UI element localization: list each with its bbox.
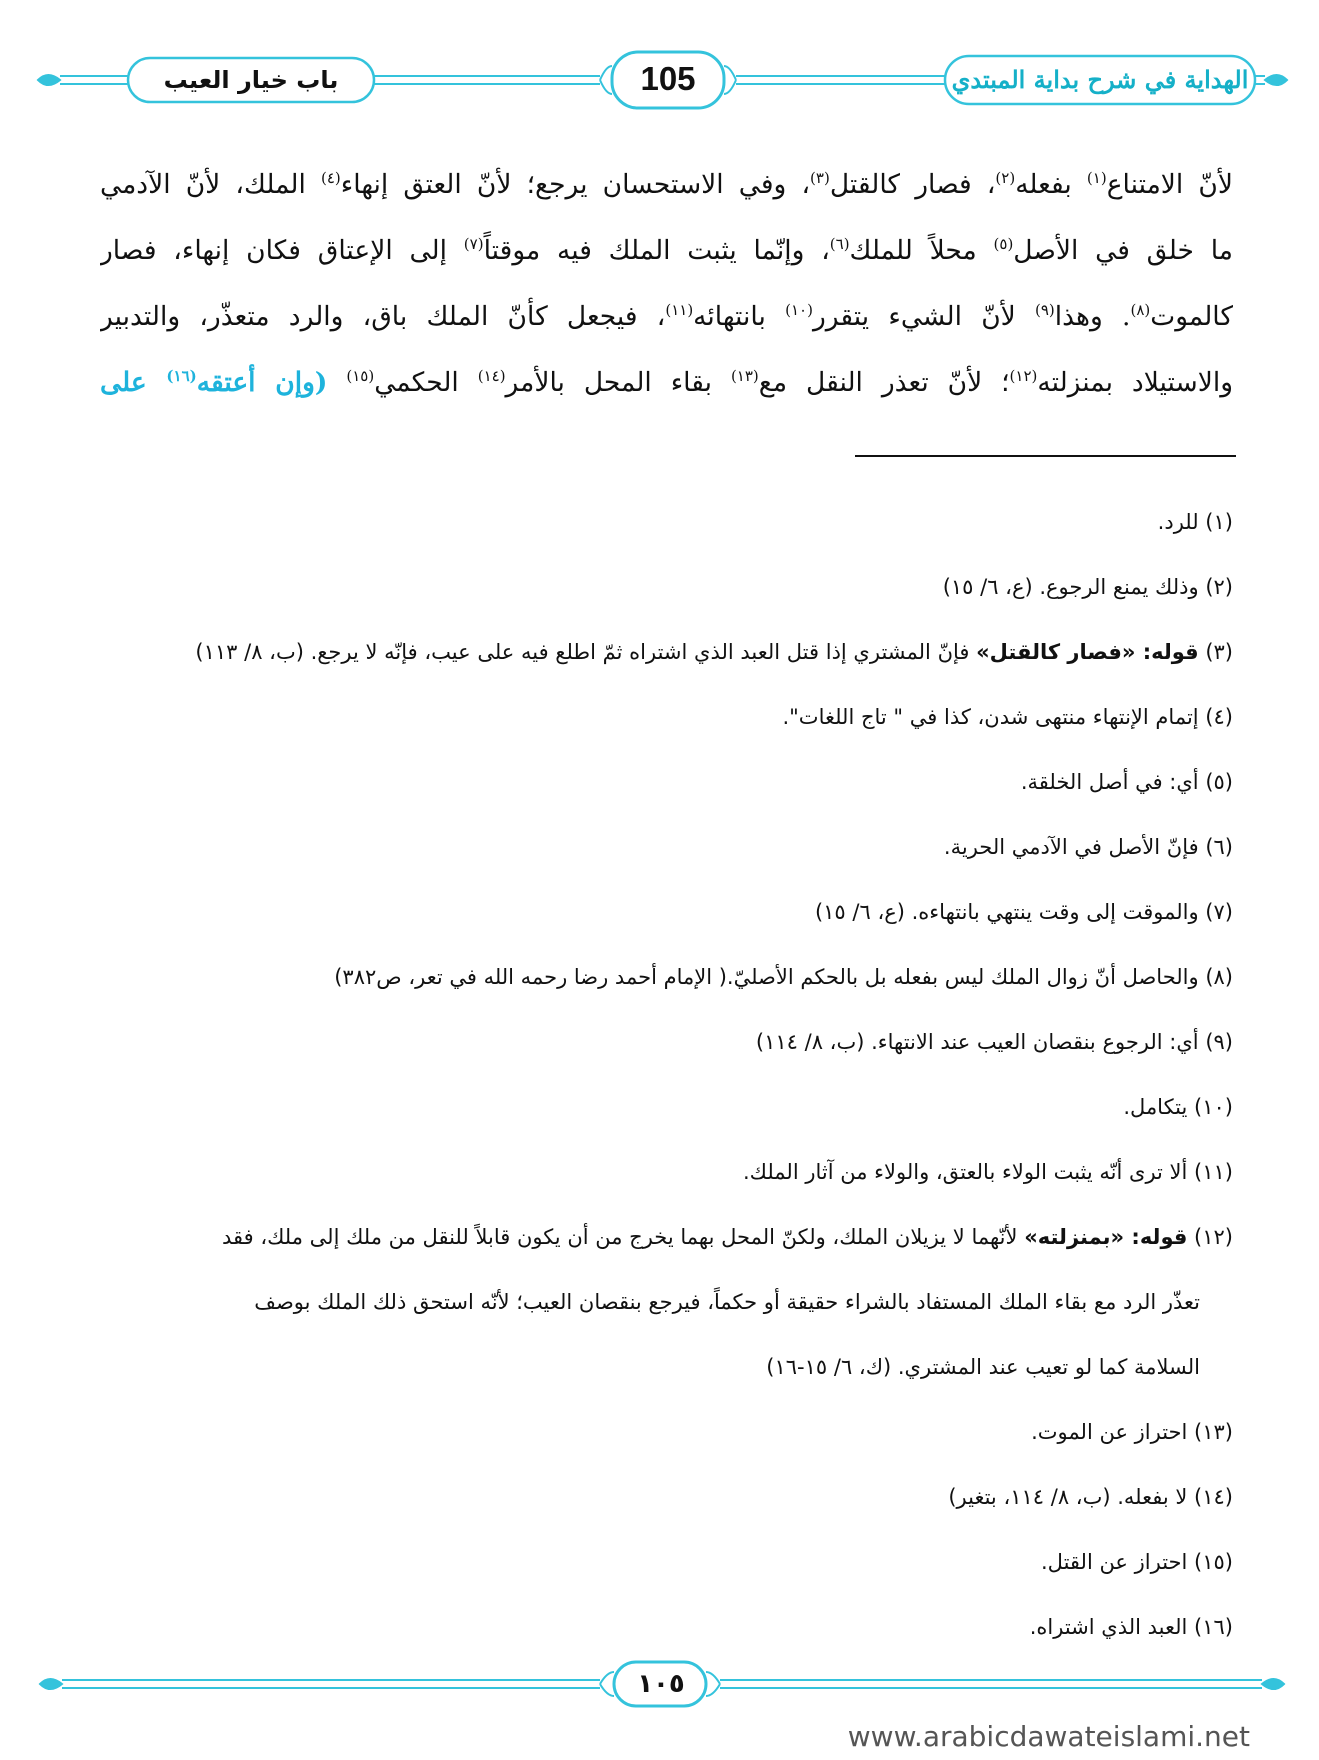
footnote-text: فإنّ المشتري إذا قتل العبد الذي اشتراه ثمّ اطلع فيه على عيب، فإنّه لا يرجع. (ب، ٨/ ١١٣) bbox=[195, 640, 977, 664]
footnote-lemma: قوله: «فصار كالقتل» bbox=[976, 640, 1199, 664]
main-text bbox=[100, 152, 1233, 416]
page-header bbox=[0, 0, 1319, 150]
footnote-14: (١٤) لا بفعله. (ب، ٨/ ١١٤، بتغير) bbox=[948, 1485, 1233, 1509]
text-run: بانتهائه bbox=[693, 301, 786, 332]
book-title: الهداية في شرح بداية المبتدي bbox=[951, 65, 1249, 94]
footnote-line: تعذّر الرد مع بقاء الملك المستفاد بالشراء حقيقة أو حكماً، فيرجع بنقصان العيب؛ لأنّه استحق ذلك الملك بوصف bbox=[254, 1290, 1200, 1314]
footnote-ref[interactable]: (١٢) bbox=[1009, 367, 1038, 386]
footnote-ref[interactable]: (١١) bbox=[665, 301, 694, 320]
footnote-ref[interactable]: (٤) bbox=[321, 169, 341, 188]
main-text-line-2 bbox=[100, 218, 1233, 284]
footnote-3 bbox=[95, 620, 1233, 685]
text-run: إلى الإعتاق فكان إنهاء، فصار bbox=[100, 235, 464, 266]
footnote-ref[interactable]: (٢) bbox=[995, 169, 1016, 188]
footnote-number: (٣) bbox=[1198, 640, 1233, 664]
text-run: محلاً للملك bbox=[849, 235, 994, 266]
highlighted-matn: على bbox=[100, 367, 167, 398]
main-text-line-1 bbox=[100, 152, 1233, 218]
footnote-ref[interactable]: (٥) bbox=[993, 235, 1014, 254]
footnote-line bbox=[95, 1205, 1233, 1270]
footnote-ref[interactable]: (٣) bbox=[810, 169, 830, 188]
footnote-separator bbox=[855, 455, 1236, 457]
text-run bbox=[327, 367, 346, 398]
footnote-5: (٥) أي: في أصل الخلقة. bbox=[1020, 770, 1233, 794]
footnote-ref[interactable]: (٨) bbox=[1130, 301, 1151, 320]
footnote-16: (١٦) العبد الذي اشتراه. bbox=[1029, 1615, 1233, 1639]
page-number-bottom: ١٠٥ bbox=[637, 1669, 685, 1699]
text-run: الملك، لأنّ الآدمي bbox=[100, 169, 321, 200]
footnote-12 bbox=[95, 1205, 1233, 1400]
footnote-ref[interactable]: (١٥) bbox=[346, 367, 375, 386]
text-run: والاستيلاد بمنزلته bbox=[1037, 367, 1233, 398]
footnotes bbox=[95, 490, 1233, 1660]
footnote-11: (١١) ألا ترى أنّه يثبت الولاء بالعتق، والولاء من آثار الملك. bbox=[742, 1160, 1233, 1184]
footnote-ref[interactable]: (١٣) bbox=[730, 367, 759, 386]
text-run: ؛ لأنّ تعذر النقل مع bbox=[758, 367, 1010, 398]
footnote-ref[interactable]: (٧) bbox=[463, 235, 484, 254]
text-run: . وهذا bbox=[1054, 301, 1131, 332]
footnote-ref[interactable]: (١٠) bbox=[785, 301, 813, 320]
footnote-6: (٦) فإنّ الأصل في الآدمي الحرية. bbox=[943, 835, 1233, 859]
highlighted-matn: (وإن أعتقه bbox=[196, 367, 328, 398]
main-text-line-3 bbox=[100, 284, 1233, 350]
text-run: كالموت bbox=[1150, 301, 1233, 332]
text-run: بقاء المحل بالأمر bbox=[505, 367, 731, 398]
footnote-8: (٨) والحاصل أنّ زوال الملك ليس بفعله بل بالحكم الأصليّ.( الإمام أحمد رضا رحمه الله في تعر، ص٣٨٢) bbox=[334, 965, 1233, 989]
footnote-ref[interactable]: (١) bbox=[1086, 169, 1107, 188]
page-number-top: 105 bbox=[640, 60, 696, 97]
footnote-ref[interactable]: (٩) bbox=[1035, 301, 1055, 320]
footnote-13: (١٣) احتراز عن الموت. bbox=[1031, 1420, 1233, 1444]
footnote-10: (١٠) يتكامل. bbox=[1123, 1095, 1233, 1119]
footnote-ref[interactable]: (٦) bbox=[829, 235, 850, 254]
footnote-lemma: قوله: «بمنزلته» bbox=[1024, 1225, 1188, 1249]
text-run: ، فصار كالقتل bbox=[829, 169, 996, 200]
footnote-ref[interactable]: (١٦) bbox=[166, 367, 197, 386]
footnote-7: (٧) والموقت إلى وقت ينتهي بانتهاءه. (ع، ٦/ ١٥) bbox=[814, 900, 1233, 924]
footnote-text: لأنّهما لا يزيلان الملك، ولكنّ المحل بهما يخرج من أن يكون قابلاً للنقل من ملك إلى ملك، فقد bbox=[221, 1225, 1025, 1249]
footnote-9: (٩) أي: الرجوع بنقصان العيب عند الانتهاء. (ب، ٨/ ١١٤) bbox=[755, 1030, 1233, 1054]
footnote-number: (١٢) bbox=[1187, 1225, 1233, 1249]
text-run: ، وفي الاستحسان يرجع؛ لأنّ العتق إنهاء bbox=[340, 169, 811, 200]
text-run: ، وإنّما يثبت الملك فيه موقتاً bbox=[483, 235, 830, 266]
text-run: لأنّ الشيء يتقرر bbox=[812, 301, 1035, 332]
footnote-15: (١٥) احتراز عن القتل. bbox=[1041, 1550, 1233, 1574]
footnote-4: (٤) إتمام الإنتهاء منتهى شدن، كذا في " تاج اللغات". bbox=[782, 705, 1233, 729]
footnote-1: (١) للرد. bbox=[1157, 510, 1233, 534]
footnote-2: (٢) وذلك يمنع الرجوع. (ع، ٦/ ١٥) bbox=[942, 575, 1233, 599]
text-run: ما خلق في الأصل bbox=[1013, 235, 1233, 266]
main-text-line-4 bbox=[100, 350, 1233, 416]
footnote-ref[interactable]: (١٤) bbox=[477, 367, 506, 386]
footnote-line: السلامة كما لو تعيب عند المشتري. (ك، ٦/ ١٥-١٦) bbox=[766, 1355, 1200, 1379]
text-run: بفعله bbox=[1015, 169, 1087, 200]
website-link[interactable]: www.arabicdawateislami.net bbox=[847, 1720, 1250, 1753]
text-run: ، فيجعل كأنّ الملك باق، والرد متعذّر، والتدبير bbox=[100, 301, 666, 332]
chapter-title: باب خيار العيب bbox=[163, 66, 339, 94]
text-run: لأنّ الامتناع bbox=[1106, 169, 1233, 200]
text-run: الحكمي bbox=[374, 367, 478, 398]
